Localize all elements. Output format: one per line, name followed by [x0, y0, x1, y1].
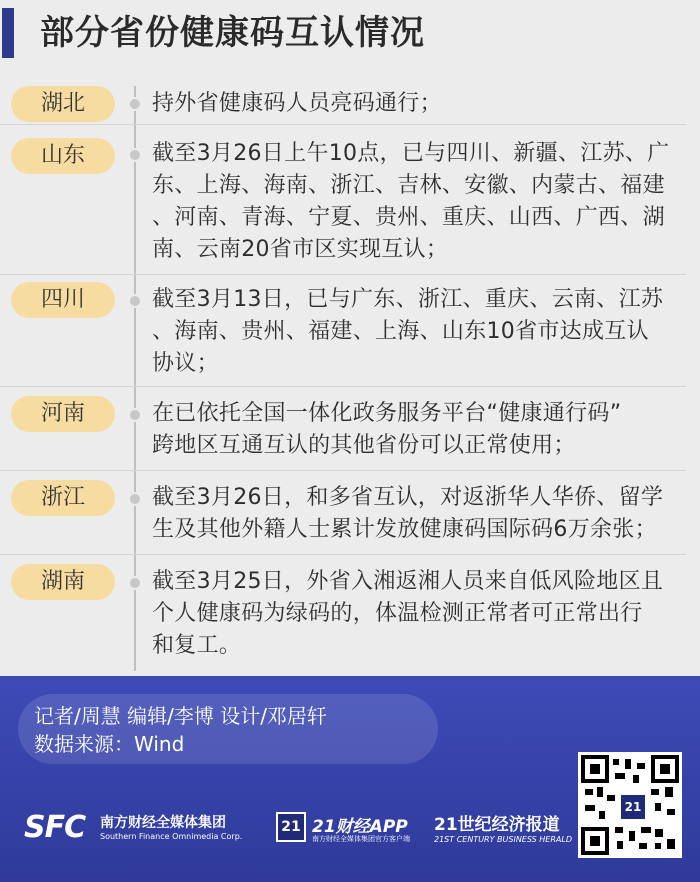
region-text: 持外省健康码人员亮码通行； [152, 91, 442, 116]
timeline-dot [128, 576, 142, 590]
separator [0, 386, 686, 387]
sfc-logo-text: 南方财经全媒体集团 Southern Finance Omnimedia Corp. [100, 815, 243, 841]
region-pill: 河南 [11, 396, 115, 432]
separator [0, 470, 686, 471]
page-title: 部分省份健康码互认情况 [40, 13, 425, 53]
app-name: 21财经APP [312, 817, 408, 837]
separator [0, 274, 686, 275]
credits-staff: 记者/周慧 编辑/李博 设计/邓居轩 [34, 704, 327, 728]
credits-box [18, 694, 438, 764]
app-subtitle: 南方财经全媒体集团官方客户端 [312, 835, 410, 843]
timeline-dot [128, 492, 142, 506]
region-text: 截至3月13日，已与广东、浙江、重庆、云南、江苏 、海南、贵州、福建、上海、山东10省市达成互认 协议； [152, 287, 664, 376]
app-badge-icon: 21 [276, 812, 306, 842]
logo-strip [0, 806, 570, 856]
qr-center-badge: 21 [619, 793, 647, 821]
timeline [0, 76, 700, 678]
region-text: 在已依托全国一体化政务服务平台“健康通行码” 跨地区互通互认的其他省份可以正常使用； [152, 401, 622, 458]
credits-source: 数据来源：Wind [34, 732, 185, 756]
title-accent-bar [2, 8, 14, 58]
qr-code-icon [578, 752, 682, 858]
region-text: 截至3月26日上午10点，已与四川、新疆、江苏、广 东、上海、海南、浙江、吉林、安徽、内蒙古、福建 、河南、青海、宁夏、贵州、重庆、山西、广西、湖 南、云南20省市区实现互认； [152, 141, 670, 262]
timeline-dot [128, 408, 142, 422]
region-pill: 湖北 [11, 86, 115, 122]
sfc-logo: SFC [24, 810, 86, 845]
timeline-dot [128, 294, 142, 308]
timeline-dot [128, 148, 142, 162]
timeline-dot [128, 97, 142, 111]
header [0, 0, 700, 70]
region-text: 截至3月25日，外省入湘返湘人员来自低风险地区且 个人健康码为绿码的，体温检测正常者可正常出行 和复工。 [152, 569, 664, 658]
region-pill: 浙江 [11, 480, 115, 516]
region-text: 截至3月26日，和多省互认，对返浙华人华侨、留学 生及其他外籍人士累计发放健康码国际码6万余张； [152, 485, 664, 542]
region-pill: 湖南 [11, 564, 115, 600]
region-pill: 四川 [11, 282, 115, 318]
herald-logo: 21世纪经济报道 21ST CENTURY BUSINESS HERALD [434, 815, 572, 844]
region-pill: 山东 [11, 138, 115, 174]
separator [0, 554, 686, 555]
separator [0, 124, 686, 125]
